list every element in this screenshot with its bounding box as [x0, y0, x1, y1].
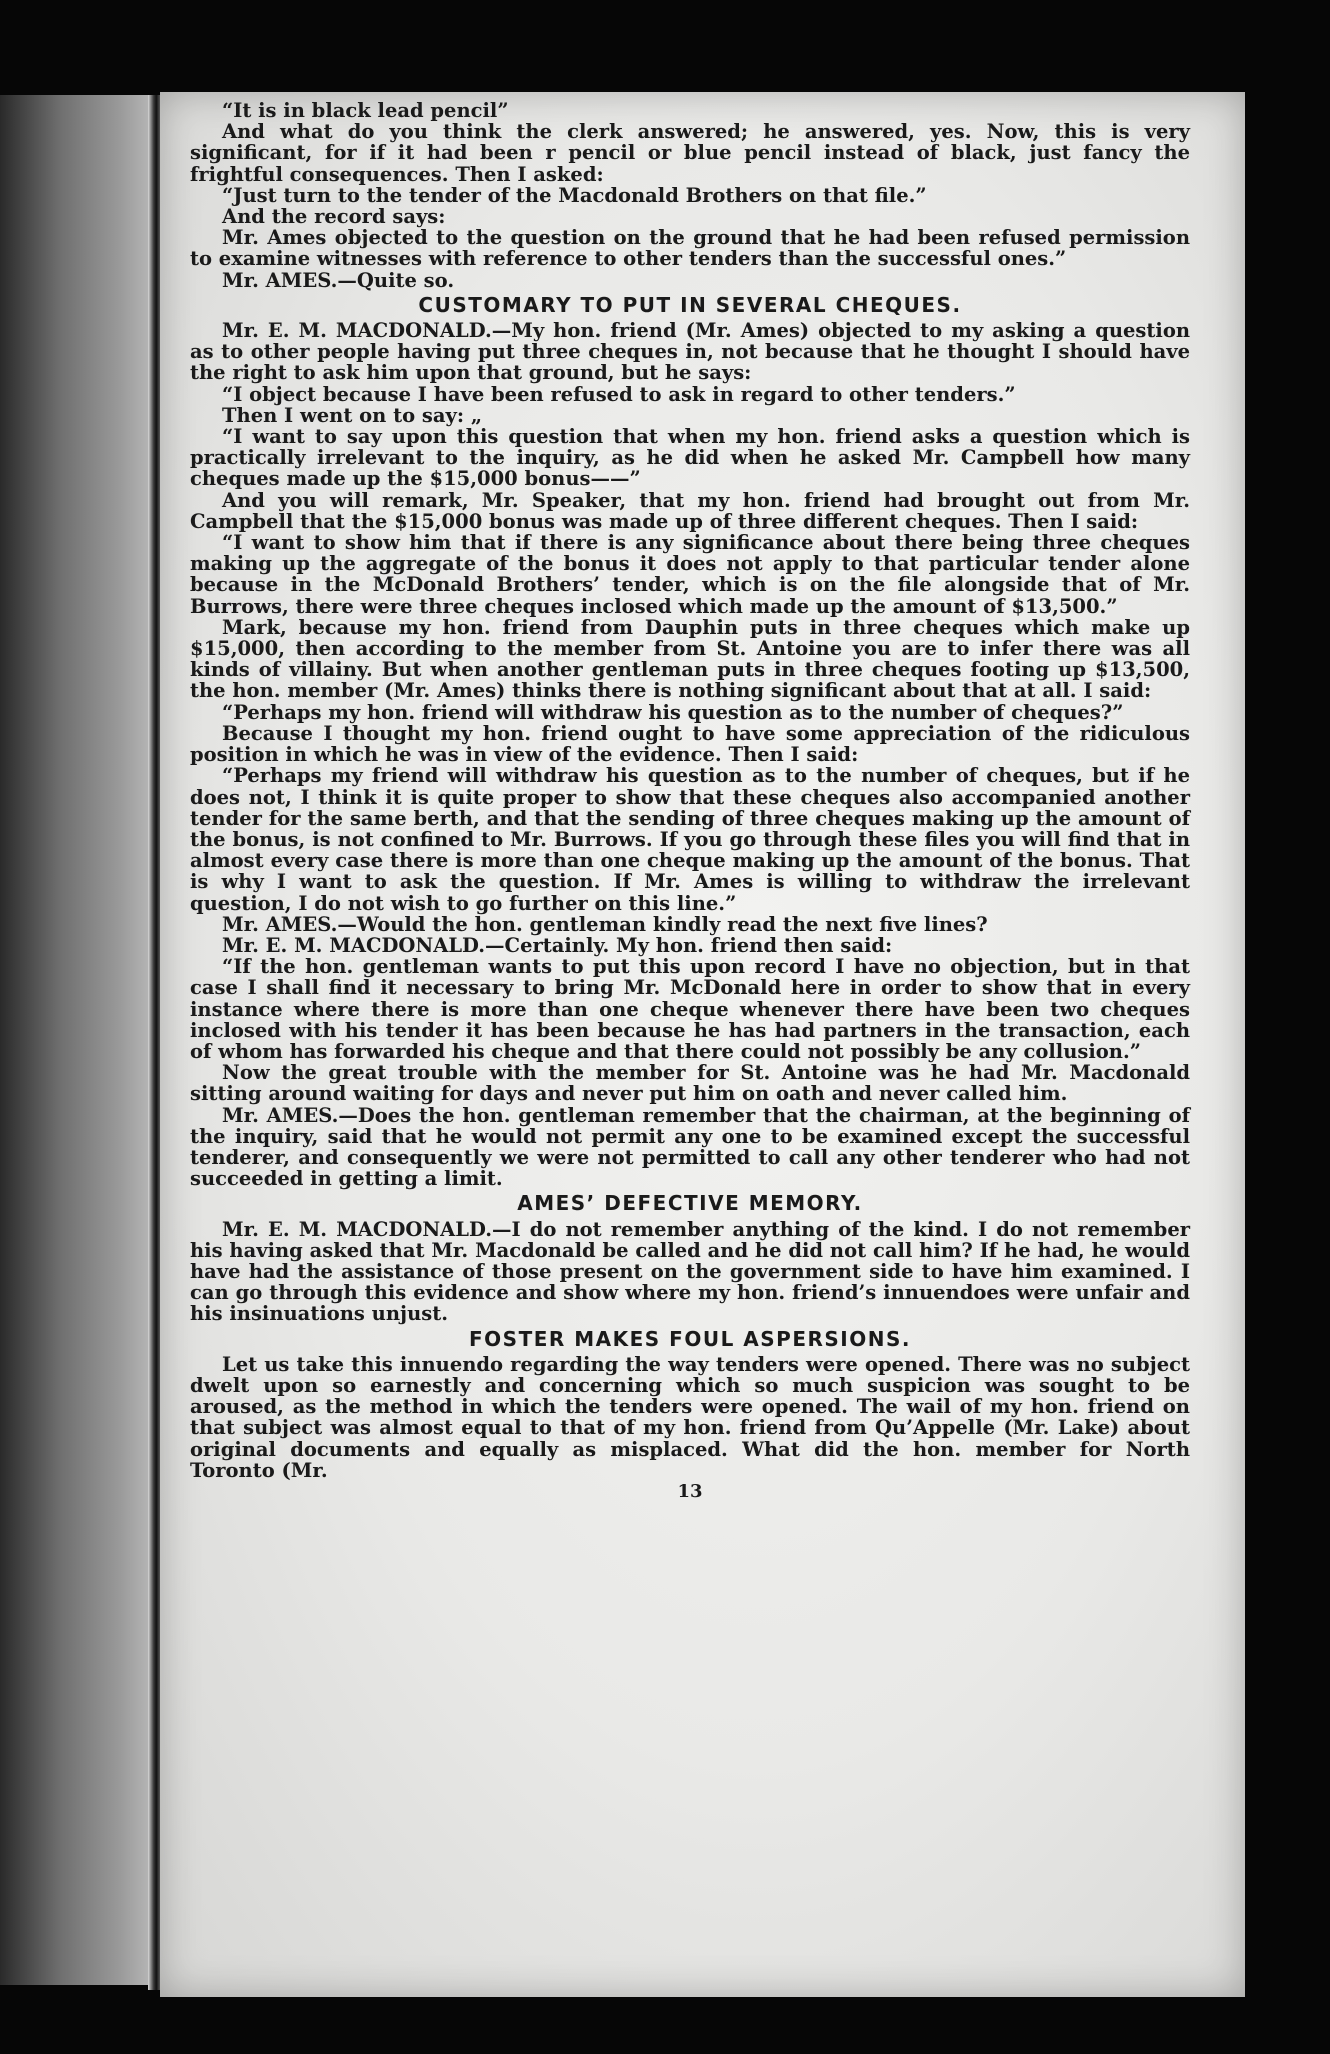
paragraph: Mr. AMES.—Does the hon. gentleman remember that the chairman, at the beginning of the inquiry, said that he would not permit any one to be examined except the successful tenderer, and consequently we were not permitted to call any other tenderer who had not succeeded in getting a limit.: [190, 1103, 1190, 1191]
paragraph: “Perhaps my hon. friend will withdraw his question as to the number of cheques?”: [222, 700, 1124, 724]
paragraph: Mr. AMES.—Quite so.: [222, 268, 455, 292]
paragraph: And what do you think the clerk answered; he answered, yes. Now, this is very significant, for if it had been r pencil or blue pencil instead of black, just fancy the frightful consequences. Then I asked:: [190, 120, 1190, 186]
page-text: [190, 100, 1190, 1502]
paragraph: Mr. AMES.—Would the hon. gentleman kindly read the next five lines?: [222, 912, 988, 936]
paragraph: “Just turn to the tender of the Macdonald Brothers on that file.”: [222, 183, 927, 207]
paragraph: And you will remark, Mr. Speaker, that my hon. friend had brought out from Mr. Campbell that the $15,000 bonus was made up of three different cheques. Then I said:: [190, 488, 1190, 533]
section-opening: [190, 100, 1190, 291]
paragraph: Now the great trouble with the member for St. Antoine was he had Mr. Macdonald sitting around waiting for days and never put him on oath and never called him.: [190, 1061, 1190, 1106]
section-aspersions: [190, 1354, 1190, 1481]
section-memory: [190, 1219, 1190, 1325]
facing-page-edge: [0, 95, 150, 1985]
paragraph: Because I thought my hon. friend ought to have some appreciation of the ridiculous position in which he was in view of the evidence. Then I said:: [190, 721, 1190, 767]
section-heading: FOSTER MAKES FOUL ASPERSIONS.: [469, 1326, 911, 1351]
page-number: 13: [677, 1481, 703, 1502]
paragraph: “If the hon. gentleman wants to put this upon record I have no objection, but in that case I shall find it necessary to bring Mr. McDonald here in order to show that in every instance where there is more than one cheque whenever there have been two cheques inclosed with his tender it has been because he has had partners in the transaction, each of whom has forwarded his cheque and that there could not possibly be any collusion.”: [190, 955, 1190, 1063]
paragraph: “I object because I have been refused to ask in regard to other tenders.”: [222, 382, 1016, 406]
paragraph: “Perhaps my friend will withdraw his question as to the number of cheques, but if he does not, I think it is quite proper to show that these cheques also accompanied another tender for the same berth, and that the sending of three cheques making up the amount of the bonus, is not confined to Mr. Burrows. If you go through these files you will find that in almost every case there is more than one cheque making up the amount of the bonus. That is why I want to ask the question. If Mr. Ames is willing to withdraw the irrelevant question, I do not wish to go further on this line.”: [190, 764, 1190, 915]
paragraph: Mr. Ames objected to the question on the ground that he had been refused permission to examine witnesses with reference to other tenders than the successful ones.”: [190, 226, 1190, 271]
paragraph: Mr. E. M. MACDONALD.—Certainly. My hon. friend then said:: [222, 933, 893, 957]
paragraph: “I want to show him that if there is any significance about there being three cheques making up the aggregate of the bonus it does not apply to that particular tender alone because in the McDonald Brothers’ tender, which is on the file alongside that of Mr. Burrows, there were three cheques inclosed which made up the amount of $13,500.”: [190, 531, 1190, 618]
section-heading: AMES’ DEFECTIVE MEMORY.: [517, 1191, 863, 1216]
paragraph: And the record says:: [222, 205, 446, 229]
paragraph: Mr. E. M. MACDONALD.—My hon. friend (Mr. Ames) objected to my asking a question as to other people having put three cheques in, not because that he thought I should have the right to ask him upon that ground, but he says:: [190, 319, 1190, 385]
paragraph: Let us take this innuendo regarding the way tenders were opened. There was no subject dwelt upon so earnestly and concerning which so much suspicion was sought to be aroused, as the method in which the tenders were opened. The wail of my hon. friend on that subject was almost equal to that of my hon. friend from Qu’Appelle (Mr. Lake) about original documents and equally as misplaced. What did the hon. member for North Toronto (Mr.: [190, 1352, 1190, 1482]
paragraph: “I want to say upon this question that when my hon. friend asks a question which is practically irrelevant to the inquiry, as he did when he asked Mr. Campbell how many cheques made up the $15,000 bonus——”: [190, 425, 1190, 491]
paragraph: Mr. E. M. MACDONALD.—I do not remember anything of the kind. I do not remember his having asked that Mr. Macdonald be called and he did not call him? If he had, he would have had the assistance of those present on the government side to have him examined. I can go through this evidence and show where my hon. friend’s innuendoes were unfair and his insinuations unjust.: [190, 1217, 1190, 1326]
paragraph: “It is in black lead pencil”: [222, 99, 509, 122]
section-cheques: [190, 320, 1190, 1189]
section-heading: CUSTOMARY TO PUT IN SEVERAL CHEQUES.: [418, 292, 962, 317]
paragraph: Then I went on to say: „: [222, 403, 483, 427]
paragraph: Mark, because my hon. friend from Dauphin puts in three cheques which make up $15,000, then according to the member from St. Antoine you are to infer there was all kinds of villainy. But when another gentleman puts in three cheques footing up $13,500, the hon. member (Mr. Ames) thinks there is nothing significant about that at all. I said:: [190, 615, 1190, 703]
